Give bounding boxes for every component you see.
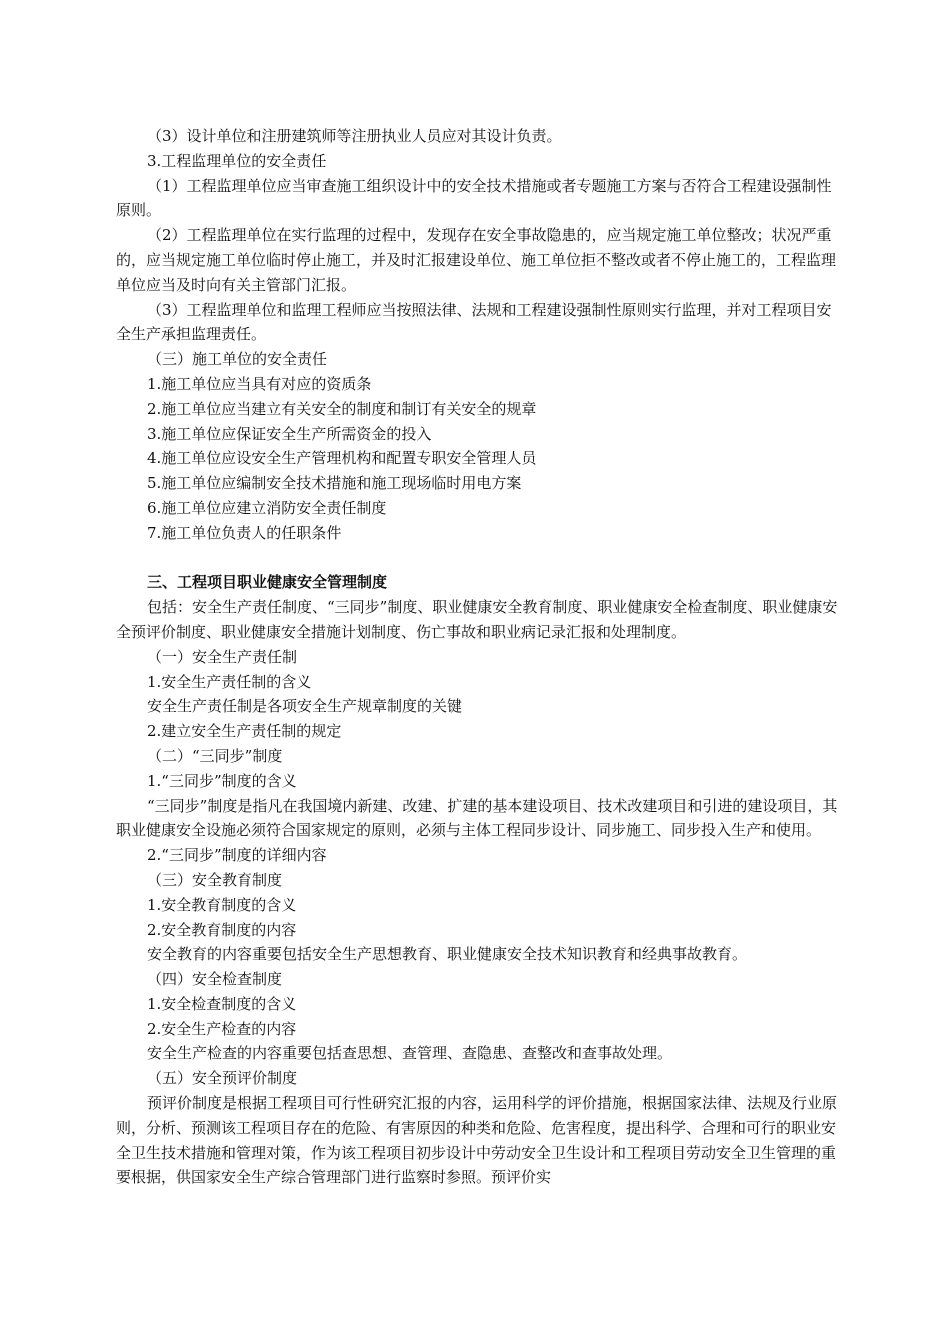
- paragraph: 7.施工单位负责人的任职条件: [147, 523, 342, 542]
- paragraph: （3）设计单位和注册建筑师等注册执业人员应对其设计负责。: [147, 127, 562, 145]
- paragraph: 2.“三同步”制度的详细内容: [147, 846, 327, 865]
- paragraph: 2.安全教育制度的内容: [147, 920, 297, 939]
- blank-line: [116, 546, 846, 571]
- paragraph: （三）安全教育制度: [147, 870, 283, 889]
- document-body: [116, 124, 846, 1190]
- paragraph: （2）工程监理单位在实行监理的过程中，发现存在安全事故隐患的，应当规定施工单位整改；状况严重的，应当规定施工单位临时停止施工，并及时汇报建设单位、施工单位拒不整改或者不停止施工的，工程监理单位应当及时向有关主管部门汇报。: [116, 226, 837, 294]
- paragraph: （四）安全检查制度: [147, 970, 283, 989]
- paragraph: （1）工程监理单位应当审查施工组织设计中的安全技术措施或者专题施工方案与否符合工程建设强制性原则。: [116, 176, 832, 220]
- paragraph: 1.安全生产责任制的含义: [147, 672, 312, 691]
- paragraph: 4.施工单位应设安全生产管理机构和配置专职安全管理人员: [147, 449, 537, 468]
- paragraph: 2.施工单位应当建立有关安全的制度和制订有关安全的规章: [147, 399, 537, 418]
- paragraph: 包括：安全生产责任制度、“三同步”制度、职业健康安全教育制度、职业健康安全检查制度、职业健康安全预评价制度、职业健康安全措施计划制度、伤亡事故和职业病记录汇报和处理制度。: [116, 598, 838, 641]
- paragraph: 1.“三同步”制度的含义: [147, 771, 297, 790]
- paragraph: 安全教育的内容重要包括安全生产思想教育、职业健康安全技术知识教育和经典事故教育。: [147, 945, 748, 964]
- paragraph: 1.安全教育制度的含义: [147, 895, 297, 914]
- paragraph: 1.施工单位应当具有对应的资质条: [147, 374, 372, 393]
- paragraph: （3）工程监理单位和监理工程师应当按照法律、法规和工程建设强制性原则实行监理，并对工程项目安全生产承担监理责任。: [116, 300, 832, 344]
- paragraph: 6.施工单位应建立消防安全责任制度: [147, 498, 387, 517]
- paragraph: “三同步”制度是指凡在我国境内新建、改建、扩建的基本建设项目、技术改建项目和引进的建设项目，其职业健康安全设施必须符合国家规定的原则，必须与主体工程同步设计、同步施工、同步投入生产和使用。: [116, 796, 838, 840]
- paragraph: 5.施工单位应编制安全技术措施和施工现场临时用电方案: [147, 474, 522, 493]
- paragraph: 2.建立安全生产责任制的规定: [147, 722, 342, 741]
- paragraph: 安全生产责任制是各项安全生产规章制度的关键: [147, 697, 463, 716]
- section-heading: 三、工程项目职业健康安全管理制度: [147, 573, 388, 592]
- paragraph: 3.施工单位应保证安全生产所需资金的投入: [147, 424, 432, 443]
- paragraph: 安全生产检查的内容重要包括查思想、查管理、查隐患、查整改和查事故处理。: [147, 1044, 673, 1063]
- paragraph: 3.工程监理单位的安全责任: [147, 151, 327, 170]
- paragraph: （五）安全预评价制度: [147, 1069, 298, 1088]
- paragraph: （二）“三同步”制度: [147, 746, 283, 765]
- paragraph: 1.安全检查制度的含义: [147, 994, 297, 1013]
- paragraph: 2.安全生产检查的内容: [147, 1019, 297, 1038]
- paragraph: （三）施工单位的安全责任: [147, 350, 328, 369]
- paragraph: （一）安全生产责任制: [147, 647, 298, 666]
- paragraph: 预评价制度是根据工程项目可行性研究汇报的内容，运用科学的评价措施，根据国家法律、法规及行业原则，分析、预测该工程项目存在的危险、有害原因的种类和危险、危害程度，提出科学、合理和可行的职业安全卫生技术措施和管理对策，作为该工程项目初步设计中劳动安全卫生设计和工程项目劳动安全卫生管理的重要根据，供国家安全生产综合管理部门进行监察时参照。预评价实: [116, 1094, 838, 1187]
